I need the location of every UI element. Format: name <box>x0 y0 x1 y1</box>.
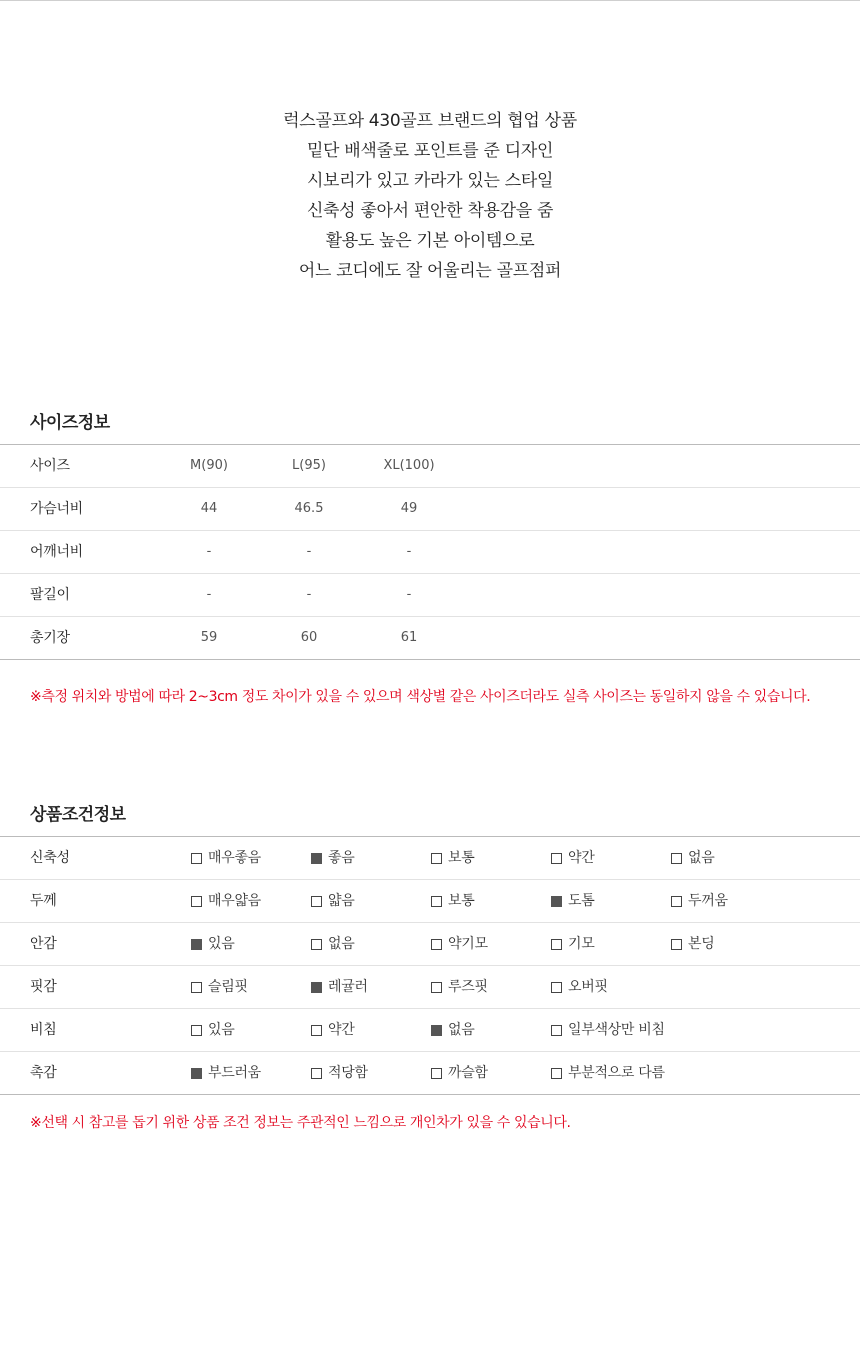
row-label: 안감 <box>30 936 57 952</box>
condition-option <box>431 880 474 922</box>
row-label: 팔길이 <box>30 587 70 603</box>
size-info-title: 사이즈정보 <box>30 413 110 433</box>
size-value: 44 <box>200 501 218 516</box>
unchecked-box-icon <box>671 853 682 864</box>
option-label: 까슬함 <box>448 1065 488 1081</box>
unchecked-box-icon <box>311 1025 322 1036</box>
size-value: - <box>406 544 412 559</box>
row-label: 비침 <box>30 1022 57 1038</box>
unchecked-box-icon <box>431 1068 442 1079</box>
checked-box-icon <box>311 853 322 864</box>
description-line: 활용도 높은 기본 아이템으로 <box>325 231 535 251</box>
condition-option <box>431 1009 474 1051</box>
option-label: 없음 <box>448 1022 475 1038</box>
description-line: 어느 코디에도 잘 어울리는 골프점퍼 <box>298 261 562 281</box>
condition-option <box>191 1052 261 1094</box>
description-line: 시보리가 있고 카라가 있는 스타일 <box>306 171 554 191</box>
option-label: 적당함 <box>328 1065 368 1081</box>
option-label: 보통 <box>448 893 475 909</box>
option-label: 두꺼움 <box>688 893 728 909</box>
condition-option <box>311 966 368 1008</box>
condition-option <box>671 880 728 922</box>
condition-option <box>191 966 248 1008</box>
size-value: - <box>406 587 412 602</box>
option-label: 매우얇음 <box>208 893 261 909</box>
table-row <box>0 880 860 923</box>
option-label: 부분적으로 다름 <box>568 1065 665 1081</box>
unchecked-box-icon <box>431 853 442 864</box>
description-line: 럭스골프와 430골프 브랜드의 협업 상품 <box>283 111 577 131</box>
option-label: 없음 <box>688 850 715 866</box>
condition-option <box>311 1052 368 1094</box>
unchecked-box-icon <box>311 1068 322 1079</box>
size-value: 49 <box>400 501 418 516</box>
checked-box-icon <box>191 939 202 950</box>
table-row <box>0 574 860 617</box>
table-row <box>0 1009 860 1052</box>
option-label: 기모 <box>568 936 595 952</box>
checked-box-icon <box>431 1025 442 1036</box>
size-value: 61 <box>400 630 418 645</box>
condition-option <box>311 1009 354 1051</box>
option-label: 본딩 <box>688 936 715 952</box>
unchecked-box-icon <box>551 982 562 993</box>
size-table <box>0 444 860 660</box>
size-header-cell: L(95) <box>292 458 326 473</box>
option-label: 매우좋음 <box>208 850 261 866</box>
table-row <box>0 837 860 880</box>
option-label: 없음 <box>328 936 355 952</box>
option-label: 있음 <box>208 936 235 952</box>
unchecked-box-icon <box>311 896 322 907</box>
option-label: 약간 <box>568 850 595 866</box>
condition-option <box>311 923 354 965</box>
table-row <box>0 966 860 1009</box>
unchecked-box-icon <box>191 896 202 907</box>
checked-box-icon <box>311 982 322 993</box>
condition-notice: ※선택 시 참고를 돕기 위한 상품 조건 정보는 주관적인 느낌으로 개인차가 있을 수 있습니다. <box>30 1115 571 1131</box>
unchecked-box-icon <box>191 853 202 864</box>
size-value: 59 <box>200 630 218 645</box>
unchecked-box-icon <box>551 1068 562 1079</box>
option-label: 레귤러 <box>328 979 368 995</box>
size-value: - <box>206 587 212 602</box>
checked-box-icon <box>191 1068 202 1079</box>
size-header-cell: M(90) <box>190 458 228 473</box>
unchecked-box-icon <box>671 939 682 950</box>
option-label: 부드러움 <box>208 1065 261 1081</box>
condition-option <box>311 837 354 879</box>
unchecked-box-icon <box>431 896 442 907</box>
condition-option <box>551 966 608 1008</box>
condition-option <box>191 923 234 965</box>
option-label: 좋음 <box>328 850 355 866</box>
condition-option <box>671 837 714 879</box>
row-label: 두께 <box>30 893 57 909</box>
size-value: - <box>206 544 212 559</box>
unchecked-box-icon <box>431 939 442 950</box>
option-label: 오버핏 <box>568 979 608 995</box>
condition-option <box>551 880 594 922</box>
condition-option <box>551 837 594 879</box>
unchecked-box-icon <box>551 939 562 950</box>
row-label: 핏감 <box>30 979 57 995</box>
condition-option <box>551 1009 665 1051</box>
description-line: 신축성 좋아서 편안한 착용감을 줌 <box>306 201 554 221</box>
unchecked-box-icon <box>551 853 562 864</box>
size-value: - <box>306 544 312 559</box>
unchecked-box-icon <box>311 939 322 950</box>
condition-option <box>671 923 714 965</box>
option-label: 있음 <box>208 1022 235 1038</box>
condition-option <box>431 837 474 879</box>
size-header-label: 사이즈 <box>30 458 70 474</box>
size-value: - <box>306 587 312 602</box>
option-label: 일부색상만 비침 <box>568 1022 665 1038</box>
unchecked-box-icon <box>431 982 442 993</box>
condition-table <box>0 836 860 1095</box>
option-label: 약간 <box>328 1022 355 1038</box>
condition-option <box>551 1052 665 1094</box>
unchecked-box-icon <box>191 982 202 993</box>
condition-info-title: 상품조건정보 <box>30 805 126 825</box>
table-row <box>0 617 860 659</box>
unchecked-box-icon <box>671 896 682 907</box>
condition-option <box>191 837 261 879</box>
option-label: 얇음 <box>328 893 355 909</box>
top-divider <box>0 0 860 1</box>
checked-box-icon <box>551 896 562 907</box>
size-header-row <box>0 445 860 488</box>
row-label: 총기장 <box>30 630 70 646</box>
option-label: 도톰 <box>568 893 595 909</box>
condition-option <box>431 1052 488 1094</box>
condition-option <box>311 880 354 922</box>
size-header-cell: XL(100) <box>383 458 435 473</box>
size-notice: ※측정 위치와 방법에 따라 2~3cm 정도 차이가 있을 수 있으며 색상별 같은 사이즈더라도 실측 사이즈는 동일하지 않을 수 있습니다. <box>30 689 811 705</box>
condition-option <box>431 923 488 965</box>
option-label: 약기모 <box>448 936 488 952</box>
unchecked-box-icon <box>191 1025 202 1036</box>
row-label: 촉감 <box>30 1065 57 1081</box>
size-value: 60 <box>300 630 318 645</box>
condition-option <box>551 923 594 965</box>
option-label: 루즈핏 <box>448 979 488 995</box>
description-line: 밑단 배색줄로 포인트를 준 디자인 <box>306 141 554 161</box>
condition-option <box>191 1009 234 1051</box>
row-label: 가슴너비 <box>30 501 83 517</box>
unchecked-box-icon <box>551 1025 562 1036</box>
table-row <box>0 1052 860 1094</box>
condition-option <box>191 880 261 922</box>
option-label: 보통 <box>448 850 475 866</box>
product-description <box>0 106 860 286</box>
row-label: 어깨너비 <box>30 544 83 560</box>
condition-option <box>431 966 488 1008</box>
row-label: 신축성 <box>30 850 70 866</box>
option-label: 슬림핏 <box>208 979 248 995</box>
table-row <box>0 923 860 966</box>
table-row <box>0 488 860 531</box>
size-value: 46.5 <box>294 501 324 516</box>
table-row <box>0 531 860 574</box>
